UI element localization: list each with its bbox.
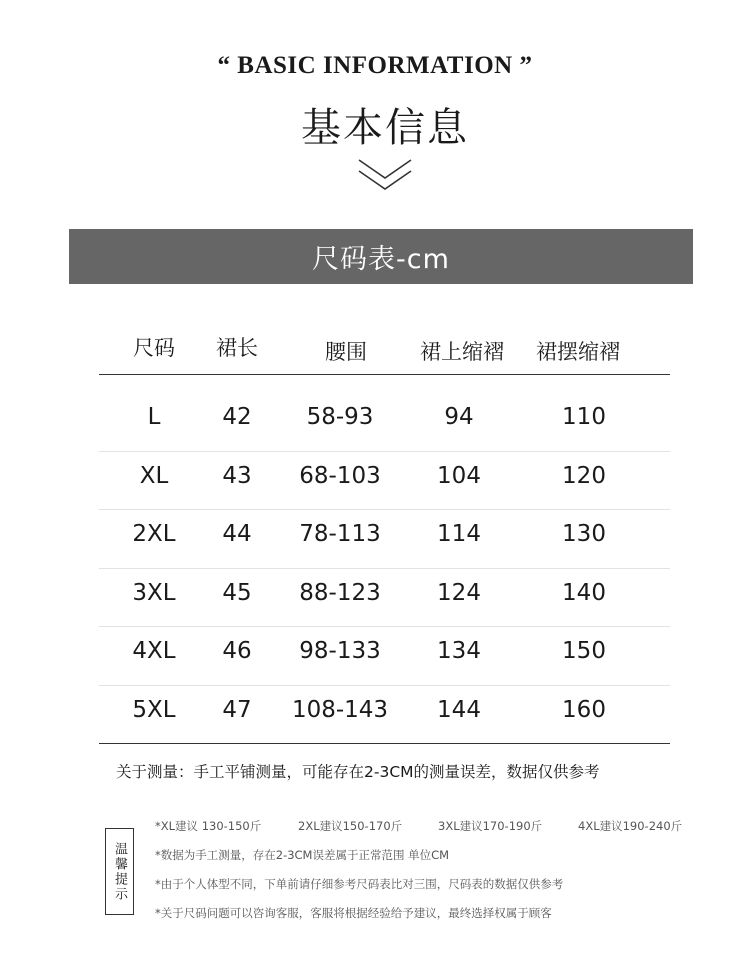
column-header-waist: 腰围 bbox=[325, 340, 367, 364]
tip-2xl-suggestion: 2XL建议150-170斤 bbox=[298, 819, 403, 833]
table-row bbox=[99, 510, 670, 569]
length-cell: 44 bbox=[222, 521, 252, 547]
size-cell: 2XL bbox=[132, 521, 176, 547]
table-row bbox=[99, 393, 670, 452]
table-row bbox=[99, 452, 670, 511]
column-header-upper-pleat: 裙上缩褶 bbox=[420, 340, 504, 364]
size-cell: XL bbox=[139, 462, 169, 489]
hem-pleat-cell: 160 bbox=[562, 696, 606, 723]
tips-label: 温馨提示 bbox=[112, 841, 127, 902]
column-header-skirt-length: 裙长 bbox=[216, 336, 258, 360]
chinese-heading: 基本信息 bbox=[301, 105, 469, 151]
tip-4xl-suggestion: 4XL建议190-240斤 bbox=[578, 819, 683, 833]
length-cell: 42 bbox=[222, 404, 252, 430]
waist-cell: 108-143 bbox=[291, 696, 389, 723]
waist-cell: 88-123 bbox=[299, 579, 381, 606]
column-header-hem-pleat: 裙摆缩褶 bbox=[536, 340, 620, 364]
waist-cell: 58-93 bbox=[306, 404, 374, 430]
tip-body-type: *由于个人体型不同，下单前请仔细参考尺码表比对三围，尺码表的数据仅供参考 bbox=[155, 877, 564, 891]
table-row bbox=[99, 627, 670, 686]
hem-pleat-cell: 130 bbox=[562, 521, 606, 547]
banner-title: 尺码表-cm bbox=[312, 244, 450, 275]
upper-pleat-cell: 104 bbox=[437, 462, 481, 489]
tip-weight-suggestions bbox=[155, 818, 682, 834]
tips-label-box bbox=[105, 828, 134, 915]
length-cell: 47 bbox=[222, 696, 252, 723]
tip-3xl-suggestion: 3XL建议170-190斤 bbox=[438, 819, 543, 833]
tip-measurement: *数据为手工测量，存在2-3CM误差属于正常范围 单位CM bbox=[155, 848, 450, 862]
measurement-note: 关于测量：手工平铺测量，可能存在2-3CM的测量误差，数据仅供参考 bbox=[116, 763, 600, 781]
tip-xl-suggestion: *XL建议 130-150斤 bbox=[155, 819, 262, 833]
hem-pleat-cell: 110 bbox=[562, 404, 606, 430]
hem-pleat-cell: 120 bbox=[562, 462, 606, 489]
english-heading: “ BASIC INFORMATION ” bbox=[217, 52, 533, 79]
table-header bbox=[99, 320, 670, 375]
waist-cell: 78-113 bbox=[299, 521, 381, 547]
size-chart-banner bbox=[69, 229, 693, 284]
upper-pleat-cell: 124 bbox=[437, 579, 481, 606]
length-cell: 43 bbox=[222, 462, 252, 489]
size-cell: L bbox=[147, 404, 161, 430]
size-cell: 3XL bbox=[132, 579, 176, 606]
upper-pleat-cell: 94 bbox=[444, 404, 474, 430]
column-header-size: 尺码 bbox=[133, 336, 175, 360]
hem-pleat-cell: 150 bbox=[562, 638, 606, 664]
size-table bbox=[99, 320, 670, 744]
upper-pleat-cell: 144 bbox=[437, 696, 481, 723]
upper-pleat-cell: 114 bbox=[437, 521, 481, 547]
waist-cell: 98-133 bbox=[299, 638, 381, 664]
table-row bbox=[99, 686, 670, 745]
length-cell: 45 bbox=[222, 579, 252, 606]
size-cell: 5XL bbox=[132, 696, 176, 723]
size-cell: 4XL bbox=[132, 638, 176, 664]
hem-pleat-cell: 140 bbox=[562, 579, 606, 606]
double-chevron-down-icon bbox=[357, 158, 413, 192]
upper-pleat-cell: 134 bbox=[437, 638, 481, 664]
tip-customer-service: *关于尺码问题可以咨询客服，客服将根据经验给予建议，最终选择权属于顾客 bbox=[155, 906, 552, 920]
table-row bbox=[99, 569, 670, 628]
length-cell: 46 bbox=[222, 638, 252, 664]
waist-cell: 68-103 bbox=[299, 462, 381, 489]
